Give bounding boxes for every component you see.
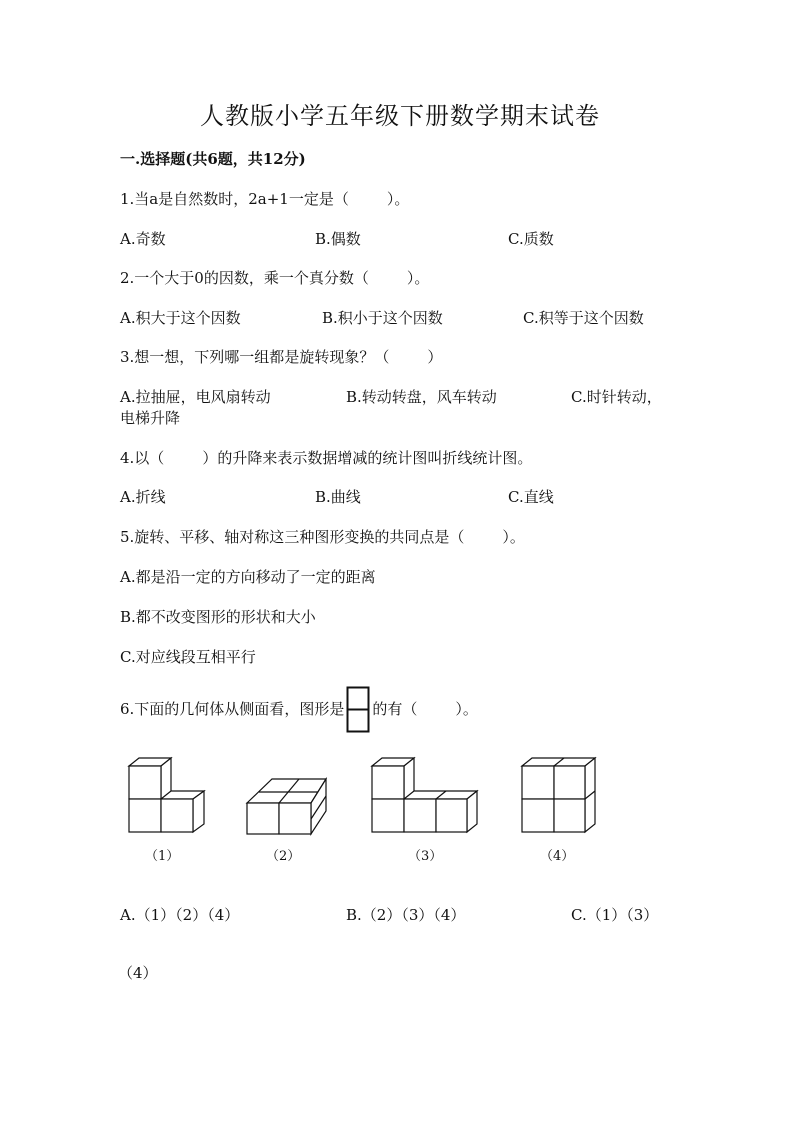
question-6-option-c-continued: （4） (118, 964, 158, 982)
question-6-stem-before: 6.下面的几何体从侧面看，图形是 (120, 700, 345, 718)
solid-figure-4 (519, 755, 599, 837)
question-5-stem-after: ）。 (502, 528, 525, 546)
question-4-option-b[interactable]: B.曲线 (315, 488, 361, 506)
question-5-stem-before: 5.旋转、平移、轴对称这三种图形变换的共同点是（ (120, 528, 465, 546)
question-3-stem-after: ） (427, 348, 443, 366)
question-1 (120, 188, 409, 209)
question-5-option-a[interactable]: A.都是沿一定的方向移动了一定的距离 (120, 568, 376, 586)
question-3-option-a[interactable]: A.拉抽屉，电风扇转动 (120, 388, 271, 406)
figure-3-label: （3） (408, 849, 443, 864)
question-6 (120, 686, 478, 734)
question-5 (120, 526, 525, 547)
question-1-option-c[interactable]: C.质数 (508, 230, 554, 248)
question-3-option-c[interactable]: C.时针转动， (571, 388, 662, 406)
question-3 (120, 346, 442, 367)
figure-1-label: （1） (145, 849, 180, 864)
solid-figure-1 (126, 755, 208, 837)
page-title: 人教版小学五年级下册数学期末试卷 (200, 102, 600, 130)
question-6-option-a[interactable]: A.（1）（2）（4） (120, 906, 240, 924)
question-4-option-c[interactable]: C.直线 (508, 488, 554, 506)
figure-4-label: （4） (540, 849, 575, 864)
question-4 (120, 447, 532, 468)
question-4-option-a[interactable]: A.折线 (120, 488, 166, 506)
question-6-option-c[interactable]: C.（1）（3） (571, 906, 659, 924)
question-1-stem-before: 1.当a是自然数时，2a+1一定是（ (120, 190, 349, 208)
solid-figure-2 (244, 775, 330, 837)
question-2-stem-before: 2.一个大于0的因数，乘一个真分数（ (120, 269, 369, 287)
question-6-stem-middle: 的有（ (372, 700, 418, 718)
question-4-stem-after: ）的升降来表示数据增减的统计图叫折线统计图。 (202, 449, 533, 467)
question-3-option-c-continued: 电梯升降 (120, 409, 181, 427)
question-3-stem-before: 3.想一想，下列哪一组都是旋转现象？（ (120, 348, 390, 366)
question-2-option-a[interactable]: A.积大于这个因数 (120, 309, 241, 327)
question-1-option-b[interactable]: B.偶数 (315, 230, 361, 248)
section-heading: 一.选择题(共6题，共12分) (120, 150, 306, 168)
question-6-stem-after: ）。 (455, 700, 478, 718)
question-2-option-c[interactable]: C.积等于这个因数 (523, 309, 644, 327)
question-2-option-b[interactable]: B.积小于这个因数 (322, 309, 443, 327)
figure-2-label: （2） (266, 849, 301, 864)
question-5-option-c[interactable]: C.对应线段互相平行 (120, 648, 256, 666)
question-4-stem-before: 4.以（ (120, 449, 165, 467)
solid-figure-3 (369, 755, 481, 837)
question-2-stem-after: ）。 (406, 269, 430, 287)
question-2 (120, 267, 429, 288)
question-3-option-b[interactable]: B.转动转盘，风车转动 (346, 388, 497, 406)
question-1-stem-after: ）。 (386, 190, 410, 208)
side-view-two-squares-icon (346, 686, 370, 734)
question-1-option-a[interactable]: A.奇数 (120, 230, 166, 248)
question-6-option-b[interactable]: B.（2）（3）（4） (346, 906, 466, 924)
question-5-option-b[interactable]: B.都不改变图形的形状和大小 (120, 608, 316, 626)
